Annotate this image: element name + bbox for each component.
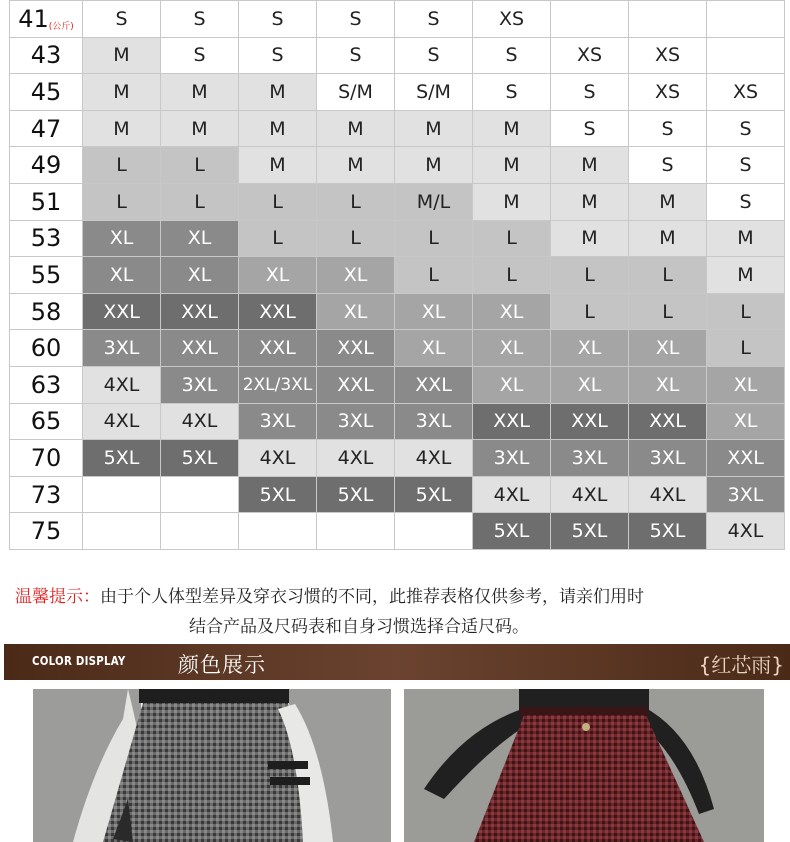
weight-value: 60 <box>30 334 62 363</box>
size-cell: L <box>707 293 785 330</box>
size-cell: XL <box>551 366 629 403</box>
size-cell: 4XL <box>239 440 317 477</box>
size-cell: 5XL <box>395 476 473 513</box>
size-cell: 3XL <box>473 440 551 477</box>
size-cell: L <box>473 257 551 294</box>
size-cell: 3XL <box>161 366 239 403</box>
size-cell: XS <box>629 74 707 111</box>
product-photo-gray <box>33 689 391 842</box>
size-cell: M <box>83 110 161 147</box>
size-cell <box>83 476 161 513</box>
tip-text-line2: 结合产品及尺码表和自身习惯选择合适尺码。 <box>189 617 529 637</box>
size-cell: XXL <box>551 403 629 440</box>
product-photo-burgundy <box>404 689 764 842</box>
tip-text-line1: 由于个人体型差异及穿衣习惯的不同，此推荐表格仅供参考，请亲们用时 <box>100 587 644 607</box>
weight-cell <box>10 183 83 220</box>
size-cell: XS <box>707 74 785 111</box>
banner-english-title: COLOR DISPLAY <box>32 654 126 668</box>
size-cell: S <box>161 37 239 74</box>
size-cell: 3XL <box>551 440 629 477</box>
size-cell: L <box>395 220 473 257</box>
size-cell: S <box>629 147 707 184</box>
size-cell: M <box>317 147 395 184</box>
weight-cell <box>10 330 83 367</box>
weight-cell <box>10 147 83 184</box>
size-cell <box>83 513 161 550</box>
sizing-tip <box>0 582 790 642</box>
size-cell: XXL <box>629 403 707 440</box>
size-cell: XXL <box>473 403 551 440</box>
size-cell <box>395 513 473 550</box>
weight-cell <box>10 366 83 403</box>
size-cell: M <box>395 147 473 184</box>
size-cell: XXL <box>83 293 161 330</box>
weight-value: 45 <box>30 77 62 106</box>
size-row <box>10 513 785 550</box>
size-cell: L <box>551 293 629 330</box>
size-cell: L <box>83 183 161 220</box>
size-cell: XXL <box>707 440 785 477</box>
size-cell: M <box>161 110 239 147</box>
size-cell: L <box>161 183 239 220</box>
size-cell: 4XL <box>551 476 629 513</box>
size-cell: 5XL <box>629 513 707 550</box>
size-cell: 5XL <box>317 476 395 513</box>
size-cell: L <box>239 220 317 257</box>
size-cell: XXL <box>161 293 239 330</box>
size-cell: S <box>473 37 551 74</box>
size-cell <box>707 1 785 38</box>
size-cell: XL <box>83 220 161 257</box>
size-cell: 5XL <box>239 476 317 513</box>
size-cell <box>161 476 239 513</box>
weight-cell <box>10 37 83 74</box>
weight-unit-note: (公斤) <box>48 21 74 32</box>
size-cell: M/L <box>395 183 473 220</box>
size-row <box>10 1 785 38</box>
size-cell: 3XL <box>317 403 395 440</box>
size-cell <box>551 1 629 38</box>
banner-chinese-title: 颜色展示 <box>178 653 266 677</box>
size-cell: 5XL <box>551 513 629 550</box>
size-cell: XL <box>317 293 395 330</box>
weight-cell <box>10 220 83 257</box>
size-cell: 4XL <box>707 513 785 550</box>
size-cell: M <box>473 147 551 184</box>
weight-value: 73 <box>30 480 62 509</box>
weight-value: 51 <box>30 187 62 216</box>
weight-cell <box>10 110 83 147</box>
size-cell: M <box>707 220 785 257</box>
size-row <box>10 476 785 513</box>
size-row <box>10 440 785 477</box>
size-row <box>10 110 785 147</box>
weight-cell <box>10 476 83 513</box>
size-row <box>10 293 785 330</box>
size-cell: XXL <box>317 366 395 403</box>
weight-value: 49 <box>30 151 62 180</box>
size-cell: XL <box>707 403 785 440</box>
size-cell: M <box>551 183 629 220</box>
size-cell: 4XL <box>473 476 551 513</box>
size-cell: S <box>161 1 239 38</box>
size-cell: S <box>83 1 161 38</box>
size-cell: XXL <box>239 330 317 367</box>
weight-cell <box>10 1 83 38</box>
size-cell: XXL <box>317 330 395 367</box>
size-cell: XL <box>395 293 473 330</box>
size-cell: 5XL <box>161 440 239 477</box>
size-cell: 4XL <box>395 440 473 477</box>
size-cell <box>317 513 395 550</box>
size-cell: L <box>317 220 395 257</box>
size-row <box>10 403 785 440</box>
size-cell: S <box>551 74 629 111</box>
weight-value: 41 <box>18 4 49 33</box>
size-cell: XL <box>473 293 551 330</box>
weight-cell <box>10 74 83 111</box>
size-cell: L <box>473 220 551 257</box>
size-cell: S <box>317 37 395 74</box>
size-cell: 3XL <box>629 440 707 477</box>
weight-value: 58 <box>30 297 62 326</box>
size-cell: L <box>317 183 395 220</box>
weight-cell <box>10 513 83 550</box>
size-cell: 2XL/3XL <box>239 366 317 403</box>
size-cell: XL <box>473 330 551 367</box>
size-cell: 3XL <box>83 330 161 367</box>
color-display-banner <box>4 644 790 680</box>
size-cell: L <box>83 147 161 184</box>
size-cell: 3XL <box>239 403 317 440</box>
size-cell: L <box>629 293 707 330</box>
size-cell: M <box>239 147 317 184</box>
size-cell: XL <box>551 330 629 367</box>
size-cell: L <box>707 330 785 367</box>
size-cell: XXL <box>239 293 317 330</box>
weight-value: 55 <box>30 260 62 289</box>
size-cell: S <box>707 110 785 147</box>
size-row <box>10 257 785 294</box>
size-cell: M <box>317 110 395 147</box>
weight-cell <box>10 440 83 477</box>
size-cell: XS <box>473 1 551 38</box>
size-cell: L <box>395 257 473 294</box>
size-cell: M <box>83 74 161 111</box>
size-cell <box>629 1 707 38</box>
weight-value: 47 <box>30 114 62 143</box>
size-row <box>10 183 785 220</box>
weight-value: 53 <box>30 224 62 253</box>
size-cell: XL <box>239 257 317 294</box>
size-cell: S <box>629 110 707 147</box>
size-cell: M <box>473 110 551 147</box>
size-cell: XL <box>83 257 161 294</box>
weight-value: 70 <box>30 443 62 472</box>
size-cell: S <box>707 183 785 220</box>
size-cell <box>239 513 317 550</box>
size-cell: XXL <box>161 330 239 367</box>
size-cell: L <box>629 257 707 294</box>
burgundy-skirt-photo <box>404 689 764 842</box>
size-chart <box>9 0 785 550</box>
size-row <box>10 74 785 111</box>
size-cell: XL <box>629 366 707 403</box>
size-cell: M <box>83 37 161 74</box>
size-row <box>10 147 785 184</box>
size-cell: L <box>161 147 239 184</box>
size-cell: 3XL <box>395 403 473 440</box>
size-cell: M <box>395 110 473 147</box>
size-row <box>10 220 785 257</box>
size-cell: M <box>473 183 551 220</box>
size-cell: S <box>473 74 551 111</box>
size-cell: S <box>317 1 395 38</box>
size-cell: 4XL <box>161 403 239 440</box>
size-cell: 4XL <box>317 440 395 477</box>
size-cell: XL <box>161 257 239 294</box>
size-cell: S <box>239 1 317 38</box>
weight-value: 63 <box>30 370 62 399</box>
size-cell: M <box>239 110 317 147</box>
tip-label: 温馨提示： <box>15 587 100 607</box>
size-cell: XL <box>161 220 239 257</box>
weight-value: 43 <box>30 41 62 70</box>
size-cell <box>161 513 239 550</box>
weight-value: 65 <box>30 407 62 436</box>
weight-value: 75 <box>30 517 62 546</box>
size-cell: S <box>395 37 473 74</box>
size-row <box>10 330 785 367</box>
corner-cell <box>10 0 83 1</box>
size-cell <box>707 37 785 74</box>
size-cell: S <box>707 147 785 184</box>
size-cell: XL <box>629 330 707 367</box>
size-cell: S <box>395 1 473 38</box>
size-cell: 5XL <box>473 513 551 550</box>
size-cell: M <box>239 74 317 111</box>
size-cell: S/M <box>317 74 395 111</box>
size-cell: XL <box>473 366 551 403</box>
weight-cell <box>10 293 83 330</box>
size-cell: 4XL <box>83 366 161 403</box>
size-cell: 4XL <box>629 476 707 513</box>
size-row <box>10 37 785 74</box>
size-cell: S/M <box>395 74 473 111</box>
size-cell: M <box>629 183 707 220</box>
size-cell: 3XL <box>707 476 785 513</box>
size-cell: XS <box>551 37 629 74</box>
size-cell: S <box>551 110 629 147</box>
size-cell: L <box>239 183 317 220</box>
size-cell: XL <box>707 366 785 403</box>
size-cell: M <box>551 220 629 257</box>
size-cell: M <box>707 257 785 294</box>
size-cell: M <box>161 74 239 111</box>
size-cell: XS <box>629 37 707 74</box>
size-cell: M <box>629 220 707 257</box>
brand-name: {红芯雨} <box>698 653 784 677</box>
size-row <box>10 366 785 403</box>
size-cell: XXL <box>395 366 473 403</box>
size-cell: M <box>551 147 629 184</box>
size-cell: L <box>551 257 629 294</box>
size-cell: XL <box>317 257 395 294</box>
size-cell: S <box>239 37 317 74</box>
size-cell: XL <box>395 330 473 367</box>
size-cell: 4XL <box>83 403 161 440</box>
weight-cell <box>10 257 83 294</box>
gray-skirt-photo <box>33 689 391 842</box>
size-cell: 5XL <box>83 440 161 477</box>
weight-cell <box>10 403 83 440</box>
